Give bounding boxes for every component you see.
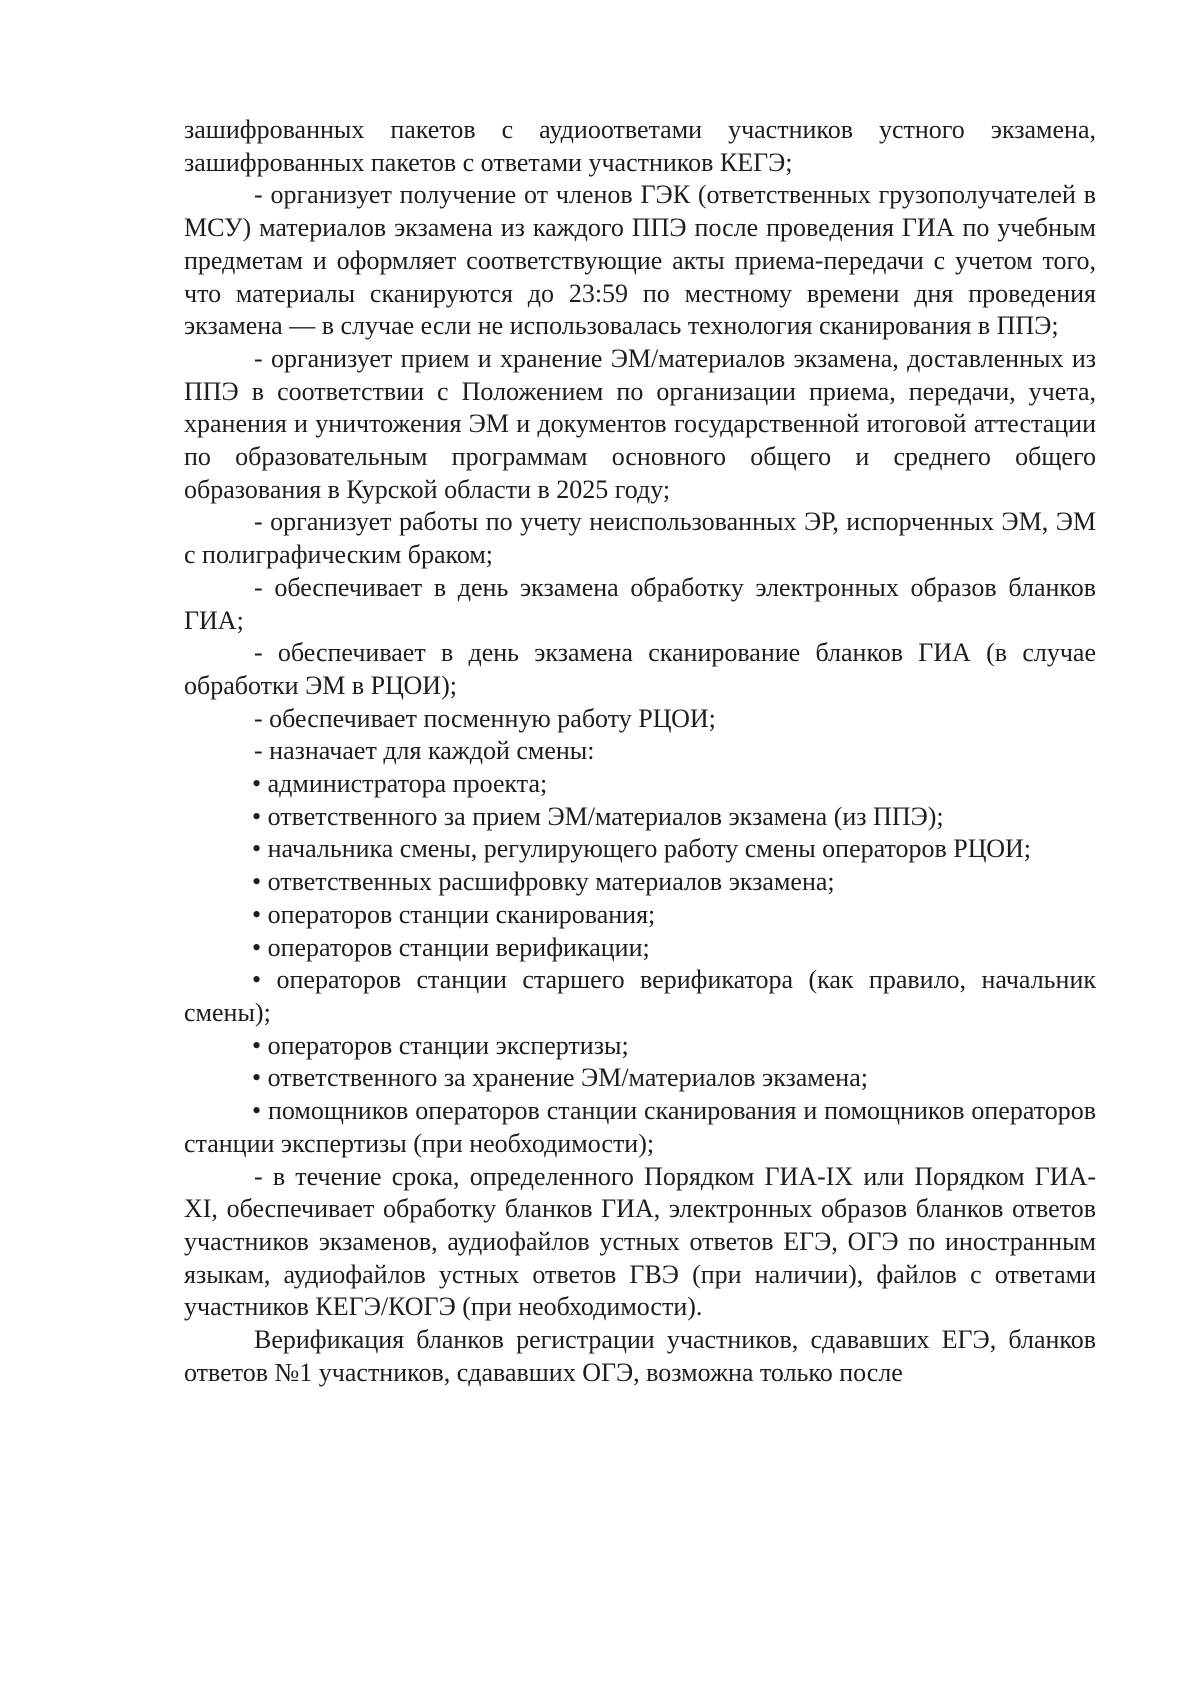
bullet-item: • помощников операторов станции сканирования и помощников операторов станции экспертизы (при необходимости); — [184, 1096, 1096, 1158]
bullet-item: • операторов станции сканирования; — [252, 899, 656, 929]
bullet-item: • ответственного за хранение ЭМ/материалов экзамена; — [252, 1063, 868, 1093]
paragraph: - обеспечивает в день экзамена сканирование бланков ГИА (в случае обработки ЭМ в РЦОИ); — [184, 638, 1096, 700]
paragraph: - назначает для каждой смены: — [254, 736, 595, 766]
paragraph: - организует получение от членов ГЭК (ответственных грузополучателей в МСУ) материалов экзамена из каждого ППЭ после проведения ГИА по учебным предметам и оформляет соответствующие акты приема-передачи с учетом того, что материалы сканируются до 23:59 по местному времени дня проведения экзамена — в случае если не использовалась технология сканирования в ППЭ; — [184, 180, 1096, 341]
bullet-item: • администратора проекта; — [252, 769, 548, 799]
bullet-item: • операторов станции экспертизы; — [252, 1030, 629, 1060]
paragraph: - организует работы по учету неиспользованных ЭР, испорченных ЭМ, ЭМ с полиграфическим браком; — [184, 507, 1096, 570]
paragraph: Верификация бланков регистрации участников, сдававших ЕГЭ, бланков ответов №1 участников, сдававших ОГЭ, возможна только после — [184, 1325, 1096, 1387]
paragraph: - обеспечивает в день экзамена обработку электронных образов бланков ГИА; — [184, 572, 1096, 635]
bullet-item: • ответственного за прием ЭМ/материалов экзамена (из ППЭ); — [252, 801, 944, 831]
paragraph: - организует прием и хранение ЭМ/материалов экзамена, доставленных из ППЭ в соответствии с Положением по организации приема, передачи, учета, хранения и уничтожения ЭМ и документов государственной итоговой аттестации по образовательным программам основного общего и среднего общего образования в Курской области в 2025 году; — [184, 343, 1096, 504]
bullet-item: • начальника смены, регулирующего работу смены операторов РЦОИ; — [252, 834, 1031, 864]
document-page — [184, 114, 1096, 1389]
bullet-item: • операторов станции верификации; — [252, 932, 650, 962]
bullet-item: • операторов станции старшего верификатора (как правило, начальник смены); — [184, 965, 1096, 1027]
bullet-item: • ответственных расшифровку материалов экзамена; — [252, 867, 835, 897]
paragraph: - обеспечивает посменную работу РЦОИ; — [254, 703, 716, 733]
paragraph: зашифрованных пакетов с аудиоответами участников устного экзамена, зашифрованных пакетов с ответами участников КЕГЭ; — [184, 115, 1096, 177]
paragraph: - в течение срока, определенного Порядком ГИА-IX или Порядком ГИА-XI, обеспечивает обработку бланков ГИА, электронных образов бланков ответов участников экзаменов, аудиофайлов устных ответов ЕГЭ, ОГЭ по иностранным языкам, аудиофайлов устных ответов ГВЭ (при наличии), файлов с ответами участников КЕГЭ/КОГЭ (при необходимости). — [184, 1161, 1096, 1322]
